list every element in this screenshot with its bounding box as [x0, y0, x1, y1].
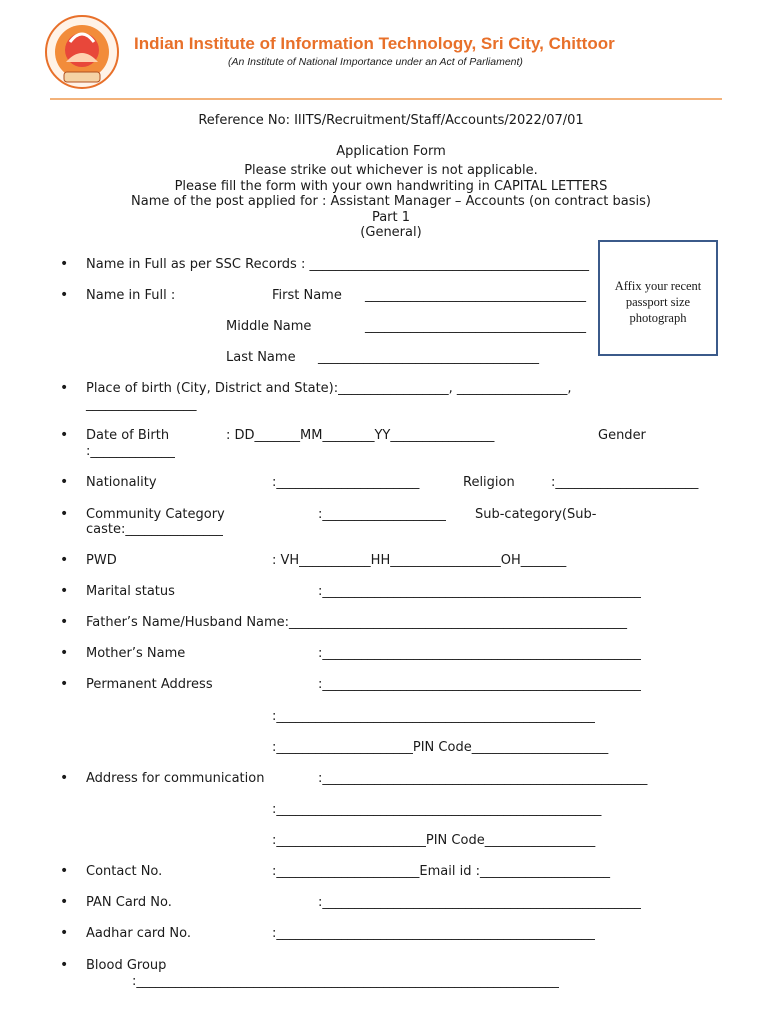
part-label: Part 1: [371, 210, 411, 225]
community-label: Community Category: [86, 507, 225, 522]
name-full-label: Name in Full :: [86, 288, 176, 303]
comm-address-label: Address for communication: [86, 771, 265, 786]
name-ssc-field[interactable]: Name in Full as per SSC Records : ___________________________________________: [86, 257, 589, 272]
permanent-address-field-2[interactable]: :_________________________________________________: [272, 709, 595, 724]
marital-field[interactable]: :_________________________________________________: [318, 584, 641, 599]
contact-label: Contact No.: [86, 864, 163, 879]
photo-box: [598, 240, 718, 356]
subcategory-field[interactable]: caste:_______________: [86, 522, 223, 537]
middle-name-label: Middle Name: [226, 319, 312, 334]
pan-label: PAN Card No.: [86, 895, 172, 910]
first-name-field[interactable]: __________________________________: [365, 288, 586, 303]
bullet-icon: •: [60, 770, 69, 786]
pwd-field[interactable]: : VH___________HH_________________OH_______: [272, 553, 567, 568]
mother-field[interactable]: :_________________________________________________: [318, 646, 641, 661]
dob-field[interactable]: : DD_______MM________YY________________: [226, 428, 495, 443]
instruction-strike: Please strike out whichever is not applicable.: [244, 163, 538, 178]
bullet-icon: •: [60, 957, 69, 973]
gender-field[interactable]: :_____________: [86, 444, 175, 459]
photo-instruction: Affix your recent passport size photograph: [614, 279, 702, 325]
reference-number: Reference No: IIITS/Recruitment/Staff/Accounts/2022/07/01: [198, 113, 584, 128]
comm-address-field-2[interactable]: :__________________________________________________: [272, 802, 602, 817]
aadhar-field[interactable]: :_________________________________________________: [272, 926, 595, 941]
pwd-label: PWD: [86, 553, 117, 568]
father-name-field[interactable]: Father’s Name/Husband Name:____________________________________________________: [86, 615, 628, 630]
mother-label: Mother’s Name: [86, 646, 186, 661]
birthplace-field-cont[interactable]: _________________: [86, 397, 197, 412]
bullet-icon: •: [60, 676, 69, 692]
pan-field[interactable]: :_________________________________________________: [318, 895, 641, 910]
bullet-icon: •: [60, 583, 69, 599]
comm-pin-field[interactable]: :_______________________PIN Code_________________: [272, 833, 596, 848]
post-applied: Name of the post applied for : Assistant Manager – Accounts (on contract basis): [131, 194, 651, 209]
religion-field[interactable]: :______________________: [551, 475, 699, 490]
bullet-icon: •: [60, 474, 69, 490]
marital-label: Marital status: [86, 584, 175, 599]
blood-group-field[interactable]: :_________________________________________________________________: [132, 974, 559, 989]
institute-subtitle: (An Institute of National Importance under an Act of Parliament): [228, 56, 523, 68]
birthplace-field[interactable]: Place of birth (City, District and State):_________________, _________________,: [86, 381, 572, 396]
bullet-icon: •: [60, 614, 69, 630]
gender-label: Gender: [598, 428, 646, 443]
subcategory-label: Sub-category(Sub-: [475, 507, 597, 522]
blood-group-label: Blood Group: [86, 958, 167, 973]
instruction-capitals: Please fill the form with your own handwriting in CAPITAL LETTERS: [174, 179, 608, 194]
bullet-icon: •: [60, 380, 69, 396]
last-name-label: Last Name: [226, 350, 296, 365]
aadhar-label: Aadhar card No.: [86, 926, 191, 941]
bullet-icon: •: [60, 925, 69, 941]
institute-title: Indian Institute of Information Technology, Sri City, Chittoor: [134, 34, 615, 53]
permanent-address-label: Permanent Address: [86, 677, 213, 692]
nationality-field[interactable]: :______________________: [272, 475, 420, 490]
header-divider: [50, 98, 722, 100]
bullet-icon: •: [60, 863, 69, 879]
bullet-icon: •: [60, 645, 69, 661]
bullet-icon: •: [60, 256, 69, 272]
first-name-label: First Name: [272, 288, 342, 303]
bullet-icon: •: [60, 287, 69, 303]
bullet-icon: •: [60, 506, 69, 522]
dob-label: Date of Birth: [86, 428, 170, 443]
bullet-icon: •: [60, 894, 69, 910]
bullet-icon: •: [60, 552, 69, 568]
institute-logo-icon: [40, 14, 124, 92]
contact-email-field[interactable]: :______________________Email id :____________________: [272, 864, 610, 879]
permanent-address-field-1[interactable]: :_________________________________________________: [318, 677, 641, 692]
bullet-icon: •: [60, 427, 69, 443]
comm-address-field-1[interactable]: :__________________________________________________: [318, 771, 648, 786]
community-field[interactable]: :___________________: [318, 507, 446, 522]
religion-label: Religion: [463, 475, 515, 490]
form-title: Application Form: [336, 144, 446, 159]
last-name-field[interactable]: __________________________________: [318, 350, 539, 365]
nationality-label: Nationality: [86, 475, 157, 490]
permanent-pin-field[interactable]: :_____________________PIN Code_____________________: [272, 740, 609, 755]
middle-name-field[interactable]: __________________________________: [365, 319, 586, 334]
category-label: (General): [360, 225, 422, 240]
